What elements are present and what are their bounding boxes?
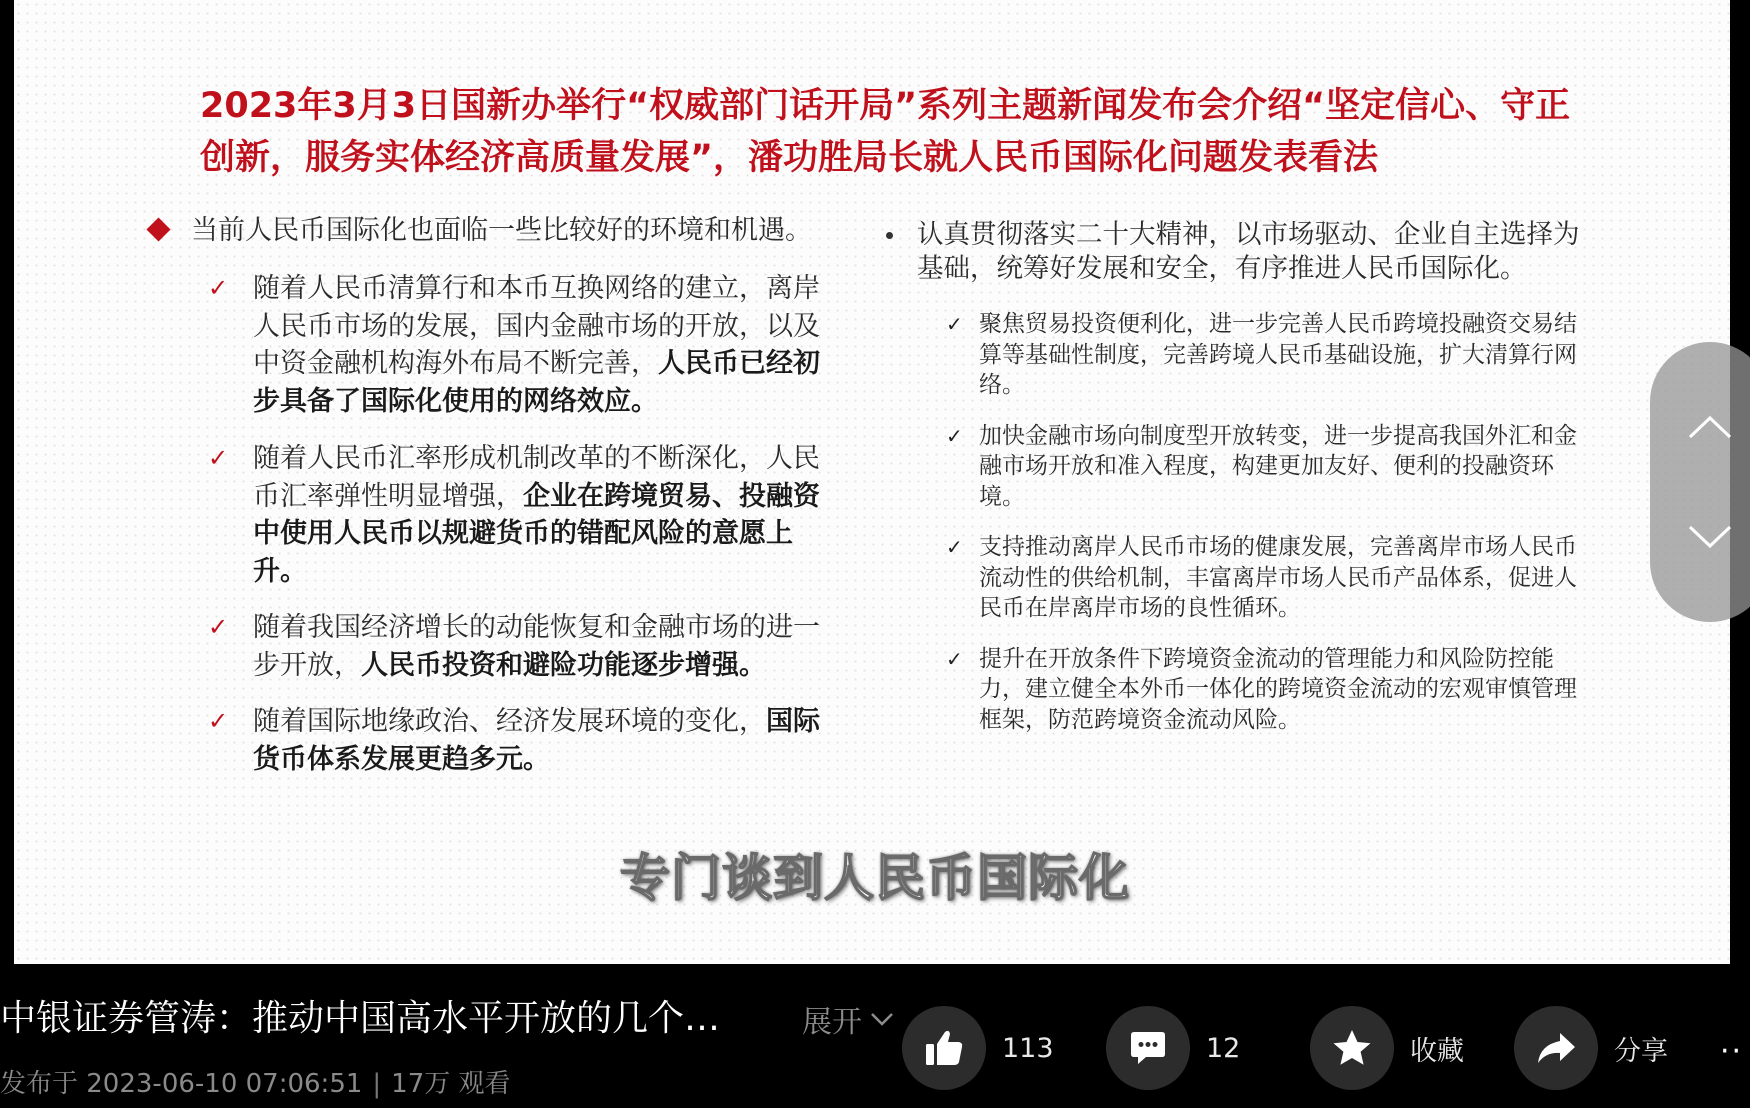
left-item-2-text: 随着人民币汇率形成机制改革的不断深化，人民币汇率弹性明显增强， [253,443,820,512]
right-item-2-text: 加快金融市场向制度型开放转变，进一步提高我国外汇和金融市场开放和准入程度，构建更加友好、便利的投融资环境。 [979,422,1577,510]
comment-icon [1128,1029,1168,1067]
left-item-4-text: 随着国际地缘政治、经济发展环境的变化， [253,706,766,737]
check-icon: ✓ [208,444,229,472]
check-icon: ✓ [946,646,963,671]
more-icon[interactable]: ·· [1720,1034,1744,1069]
comment-count: 12 [1206,1032,1241,1064]
right-item-4 [946,644,1580,736]
previous-video-button[interactable] [1650,382,1750,472]
slide-title: 2023年3月3日国新办举行“权威部门话开局”系列主题新闻发布会介绍“坚定信心、守正创新，服务实体经济高质量发展”，潘功胜局长就人民币国际化问题发表看法 [200,86,1571,178]
comment-button[interactable] [1106,1006,1240,1090]
left-item-4-bold: 国际货币体系发展更趋多元。 [253,706,820,775]
left-column [140,213,840,778]
video-nav-pill [1650,342,1750,622]
thumbs-up-icon [924,1029,964,1067]
favorite-button[interactable] [1310,1006,1464,1090]
right-item-3 [946,532,1580,624]
left-item-3 [208,609,840,684]
right-heading [880,218,1580,286]
left-item-3-text: 随着我国经济增长的动能恢复和金融市场的进一步开放， [253,612,820,681]
expand-button[interactable] [802,997,894,1041]
diamond-bullet-icon [146,217,170,241]
left-item-4 [208,703,840,778]
star-icon [1331,1028,1373,1068]
check-icon: ✓ [208,707,229,735]
left-item-2-bold: 企业在跨境贸易、投融资中使用人民币以规避货币的错配风险的意愿上升。 [253,480,820,587]
check-icon: ✓ [946,535,963,559]
left-item-1-text: 随着人民币清算行和本币互换网络的建立，离岸人民币市场的发展，国内金融市场的开放，以及中资金融机构海外布局不断完善， [253,273,820,379]
chevron-down-icon [870,1012,894,1026]
favorite-label: 收藏 [1410,1035,1464,1067]
left-heading [140,213,840,249]
left-item-3-bold: 人民币投资和避险功能逐步增强。 [361,649,766,681]
left-item-2 [208,440,840,590]
right-item-1-text: 聚焦贸易投资便利化，进一步完善人民币跨境投融资交易结算等基础性制度，完善跨境人民币基础设施，扩大清算行网络。 [979,311,1577,398]
check-icon: ✓ [946,423,963,448]
right-item-1 [946,309,1580,401]
left-heading-text: 当前人民币国际化也面临一些比较好的环境和机遇。 [191,215,812,246]
check-icon: ✓ [946,312,963,336]
like-button[interactable] [902,1006,1054,1090]
check-icon: ✓ [208,274,229,302]
check-icon: ✓ [208,613,229,641]
right-column [880,218,1580,735]
right-item-3-text: 支持推动离岸人民币市场的健康发展，完善离岸市场人民币流动性的供给机制，丰富离岸市场人民币产品体系，促进人民币在岸离岸市场的良性循环。 [979,534,1577,621]
right-heading-text: 认真贯彻落实二十大精神，以市场驱动、企业自主选择为基础，统筹好发展和安全，有序推进人民币国际化。 [917,219,1580,284]
dot-bullet-icon [886,232,893,239]
view-count: 17万 观看 [391,1069,511,1099]
chevron-down-icon [1687,524,1733,550]
video-title[interactable]: 中银证券管涛：推动中国高水平开放的几个… [0,998,721,1039]
right-item-2 [946,421,1580,513]
like-count: 113 [1002,1032,1054,1064]
video-meta [0,1063,511,1100]
share-label: 分享 [1614,1035,1668,1067]
left-edge [0,0,14,964]
left-item-1-bold: 人民币已经初步具备了国际化使用的网络效应。 [253,348,820,417]
left-item-1 [208,270,840,420]
right-item-4-text: 提升在开放条件下跨境资金流动的管理能力和风险防控能力，建立健全本外币一体化的跨境资金流动的宏观审慎管理框架，防范跨境资金流动风险。 [979,645,1577,733]
meta-separator: | [372,1069,382,1099]
publish-time: 发布于 2023-06-10 07:06:51 [0,1069,363,1099]
next-video-button[interactable] [1650,492,1750,582]
video-subtitle: 专门谈到人民币国际化 [620,849,1130,907]
share-arrow-icon [1535,1030,1577,1066]
share-button[interactable] [1514,1006,1668,1090]
expand-label: 展开 [802,1005,862,1040]
chevron-up-icon [1687,414,1733,440]
